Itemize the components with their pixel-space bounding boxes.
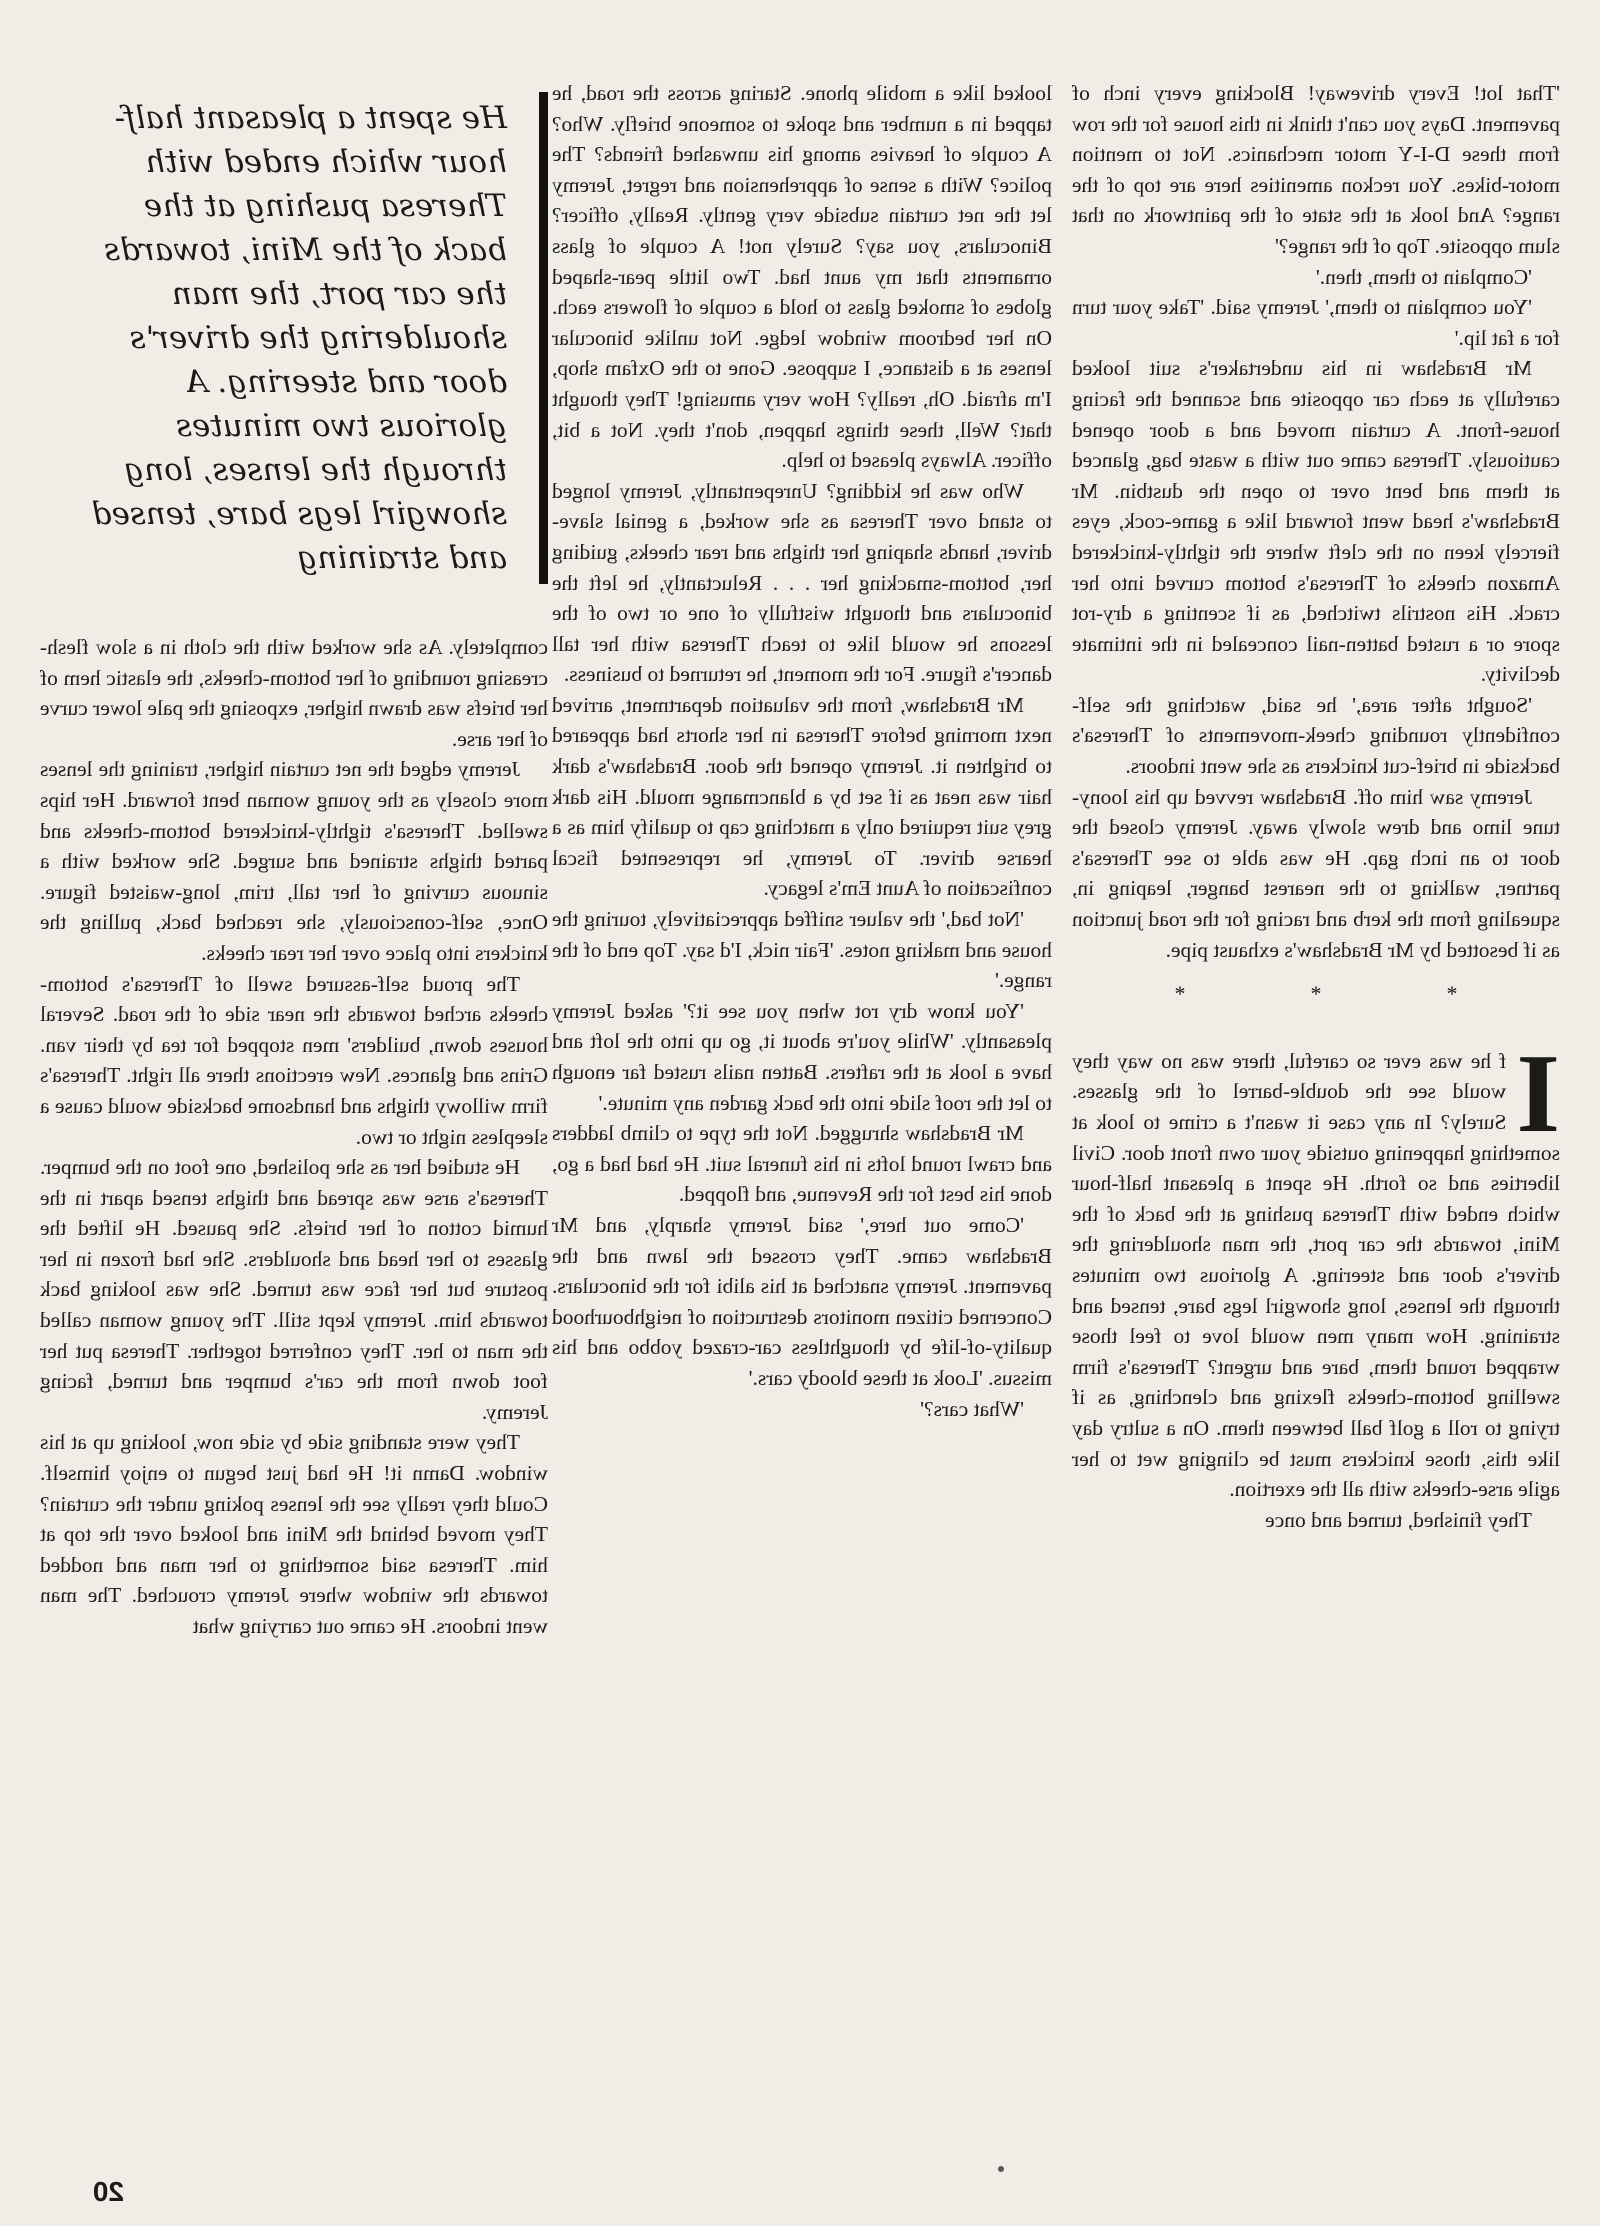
paragraph-text: f he was ever so careful, there was no way they would see the double-barrel of the glasses. Surely? In any case it wasn't a crime to look at something happening outside your own front door. Civil liberties and so forth. He spent a pleasant half-hour which ended with Theresa pushing at the back of the Mini, towards the car port, the man shouldering the driver's door and steering. A glorious two minutes through the lenses, long showgirl legs bare, tensed and straining. How many men would love to feel those wrapped round them, bare and urgent? Theresa's firm swelling bottom-cheeks flexing and clenching, as if trying to roll a golf ball between them. On a sultry day like this, those knickers must be clinging wet to her agile arse-cheeks with all the exertion. [1072, 1048, 1560, 1502]
paragraph: 'You know dry rot when you see it?' asked Jeremy pleasantly. 'While you're about it, go up into the loft and have a look at the rafters. Batten nails rusted far enough to let the roof slide into the back garden any minute.' [552, 998, 1052, 1115]
paragraph: 'Come out here,' said Jeremy sharply, and Mr Bradshaw came. They crossed the lawn and the pavement. Jeremy snatched at his alibi for the binoculars. Concerned citizen monitors destruction of neighbourhood quality-of-life by thoughtless car-crazed yobbo and his missus. 'Look at these bloody cars.' [552, 1212, 1052, 1390]
paragraph: Mr Bradshaw in his undertaker's suit looked carefully at each car opposite and scanned the facing house-front. A curtain moved and a door opened cautiously. Theresa came out with a waste bag, glanced at them and bent over to open the dustbin. Mr Bradshaw's head went forward like a game-cock, eyes fiercely keen on the cleft where the tightly-knickered Amazon cheeks of Theresa's bottom curved into her crack. His nostrils twitched, as if scenting a dry-rot spore or a rusted batten-nail concealed in the intimate declivity. [1072, 356, 1560, 687]
paragraph: 'Complain to them, then.' [1315, 264, 1532, 289]
paragraph: 'What cars?' [920, 1396, 1024, 1421]
page-number: 20 [92, 2176, 124, 2207]
paragraph: Jeremy saw him off. Bradshaw revved up his loony-tune limo and drew slowly away. Jeremy closed the door to an inch gap. He was able to see Theresa's partner, walking to the nearest banger, leaping in, squealing from the kerb and racing for the road junction as if besotted by Mr Bradshaw's exhaust pipe. [1072, 784, 1560, 962]
section-divider [1072, 965, 1560, 1046]
paragraph: 'Sought after area,' he said, watching the self-confidently rounding cheek-movements of Theresa's backside in brief-cut knickers as she went indoors. [1072, 692, 1560, 779]
paragraph: Mr Bradshaw, from the valuation department, arrived next morning before Theresa in her shorts had appeared to brighten it. Jeremy opened the door. Bradshaw's dark hair was neat as if set by a blancmange mould. His dark grey suit required only a matching cap to qualify him as a hearse driver. To Jeremy, he represented fiscal confiscation of Aunt Em's legacy. [552, 692, 1052, 901]
paragraph: completely. As she worked with the cloth in a slow flesh-creasing rounding of her bottom-cheeks, the elastic hem of her briefs was drawn higher, exposing the pale lower curve of her arse. [40, 635, 548, 751]
paragraph: 'You complain to them,' Jeremy said. 'Take your turn for a fat lip.' [1072, 295, 1560, 350]
paragraph: 'Not bad,' the valuer sniffed appreciatively, touring the house and making notes. 'Fair nick, I'd say. Top end of the range.' [552, 907, 1052, 993]
paragraph: Jeremy edged the net curtain higher, training the lenses more closely as the young woman bent forward. Her hips swelled. Theresa's tightly-knickered bottom-cheeks and parted thighs strained and surged. She worked with a sinuous curving of her tall, trim, long-waisted figure. Once, self-consciously, she reached back, pulling the knickers into place over her rear cheeks. [40, 757, 548, 965]
paragraph: He studied her as she polished, one foot on the bumper. Theresa's arse was spread and thighs tensed apart in the humid cotton of her briefs. She paused. He lifted the glasses to her head and shoulders. She had frozen in her posture but her face was turned. She was looking back towards him. Jeremy kept still. The young woman called the man to her. They conferred together. Theresa put her foot down from the car's bumper and turned, facing Jeremy. [40, 1155, 548, 1424]
paragraph: 'That lot! Every driveway! Blocking every inch of pavement. Days you can't think in this house for the row from these D-I-Y motor mechanics. Not to mention motor-bikes. You reckon amenities here are top of the range? And look at the state of the paintwork on that slum opposite. Top of the range?' [1072, 81, 1560, 258]
paragraph-dropcap [1072, 1031, 1560, 1505]
divider-star: * [1310, 981, 1322, 1007]
pull-quote: He spent a pleasant half-hour which ended with Theresa pushing at the back of the Mini, towards the car port, the man shouldering the driver's door and steering. A glorious two minutes through the lenses, long showgirl legs bare, tensed and straining [77, 92, 548, 584]
paragraph: They were standing side by side now, looking up at his window. Damn it! He had just begun to enjoy himself. Could they really see the lenses poking under the curtain? They moved behind the Mini and looked over the top at him. Theresa said something to her man and nodded towards the window where Jeremy crouched. The man went indoors. He came out carrying what [40, 1430, 548, 1638]
print-speck [998, 2166, 1004, 2172]
paragraph: Who was he kidding? Unrepentantly, Jeremy longed to stand over Theresa as she worked, a genial slave-driver, hands shaping her thighs and rear cheeks, guiding her, bottom-smacking her . . . Reluctantly, he left the binoculars and thought wistfully of one or two of the lessons he would like to teach Theresa with her tall dancer's figure. For the moment, he returned to business. [552, 478, 1052, 687]
middle-column [552, 78, 1052, 1424]
paragraph: looked like a mobile phone. Staring across the road, he tapped in a number and spoke to someone briefly. Who? A couple of heavies among his unwashed friends? The police? With a sense of apprehension and regret, Jeremy let the net curtain subside very gently. Really, officer? Binoculars, you say? Surely not! A couple of glass ornaments that my aunt had. Two little pear-shaped globes of smoked glass to hold a couple of flowers each. On her bedroom window ledge. Not unlike binocular lenses at a distance, I suppose. Gone to the Oxfam shop, I'm afraid. Oh, really? How very amusing! They thought that? Well, these things happen, don't they. Not a bit, officer. Always pleased to help. [552, 81, 1052, 473]
right-column [40, 632, 548, 1642]
paragraph: The proud self-assured swell of Theresa's bottom-cheeks arched towards the near side of the road. Several houses down, builders' men stopped for tea by their van. Grins and glances. New erections there all right. Theresa's firm willowy thighs and handsome backside would cause a sleepless night or two. [40, 971, 548, 1149]
left-column [1072, 78, 1560, 1535]
divider-star: * [1174, 981, 1186, 1007]
divider-star: * [1446, 981, 1458, 1007]
drop-cap: I [1516, 1031, 1560, 1156]
paragraph: They finished, turned and once [1265, 1507, 1532, 1532]
paragraph: Mr Bradshaw shrugged. Not the type to climb ladders and crawl round lofts in his funeral suit. He had had a go, done his best for the Revenue, and flopped. [552, 1121, 1052, 1207]
